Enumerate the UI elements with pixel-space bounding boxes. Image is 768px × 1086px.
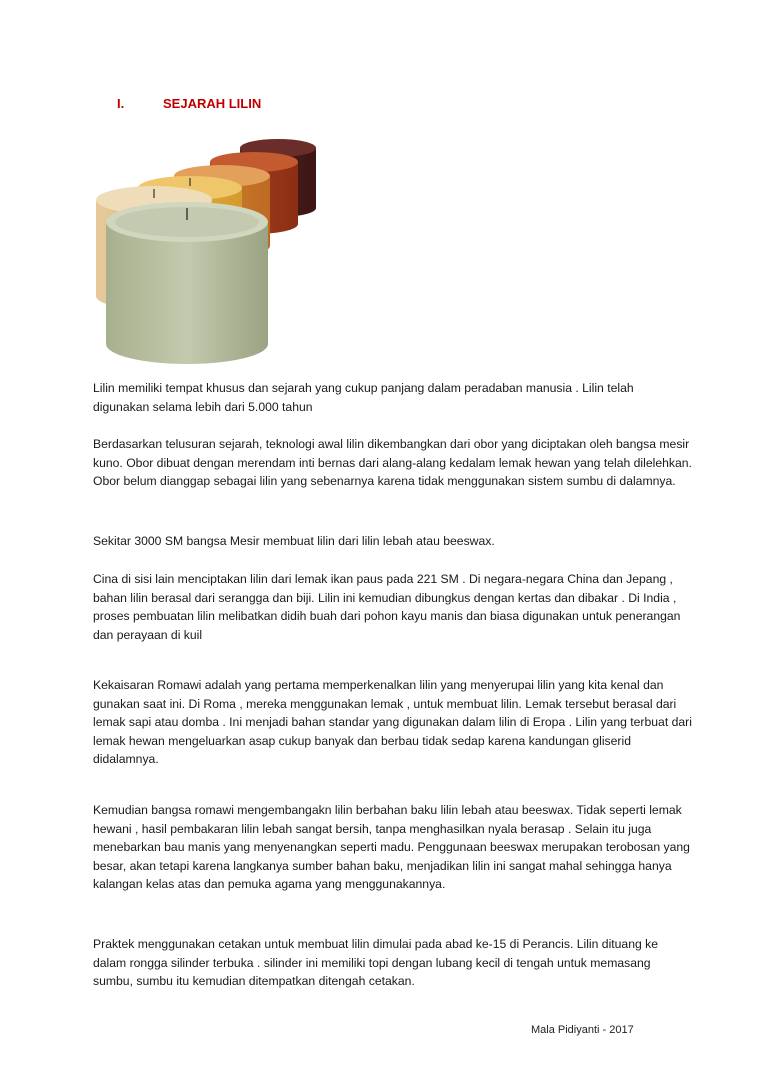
paragraph-5: Kekaisaran Romawi adalah yang pertama memperkenalkan lilin yang menyerupai lilin yang kita kenal dan gunakan saat ini. Di Roma , mereka menggunakan lemak , untuk membuat lilin. Lemak tersebut berasal dari lemak sapi atau domba . Ini menjadi bahan standar yang digunakan dalam lilin di Eropa . Lilin yang terbuat dari lemak hewan mengeluarkan asap cukup banyak dan berbau tidak sedap karena kandungan gliserid didalamnya.	[93, 678, 692, 767]
section-number: I.	[117, 96, 125, 111]
paragraph-6: Kemudian bangsa romawi mengembangakn lilin berbahan baku lilin lebah atau beeswax. Tidak seperti lemak hewani , hasil pembakaran lilin lebah sangat bersih, tanpa menghasilkan nyala berasap . Selain itu juga menebarkan bau manis yang menyenangkan seperti madu. Penggunaan beeswax merupakan terobosan yang besar, akan tetapi karena langkanya sumber bahan baku, menjadikan lilin ini sangat mahal sehingga hanya kalangan kelas atas dan pemuka agama yang menggunakannya.	[93, 803, 690, 892]
paragraph-4: Cina di sisi lain menciptakan lilin dari lemak ikan paus pada 221 SM . Di negara-negara China dan Jepang , bahan lilin berasal dari serangga dan biji. Lilin ini kemudian dibungkus dengan kertas dan dibakar . Di India , proses pembuatan lilin melibatkan didih buah dari pohon kayu manis dan biasa digunakan untuk penerangan dan perayaan di kuil	[93, 572, 681, 642]
section-heading	[117, 96, 261, 111]
paragraph-3: Sekitar 3000 SM bangsa Mesir membuat lilin dari lilin lebah atau beeswax.	[93, 534, 495, 548]
paragraph-2: Berdasarkan telusuran sejarah, teknologi awal lilin dikembangkan dari obor yang diciptakan oleh bangsa mesir kuno. Obor dibuat dengan merendam inti bernas dari alang-alang kedalam lemak hewan yang telah dilelehkan. Obor belum dianggap sebagai lilin yang sebenarnya karena tidak menggunakan sistem sumbu di dalamnya.	[93, 437, 692, 489]
candles-image	[92, 134, 336, 366]
section-title: SEJARAH LILIN	[163, 96, 262, 111]
footer-author: Mala Pidiyanti - 2017	[531, 1024, 634, 1036]
paragraph-1: Lilin memiliki tempat khusus dan sejarah yang cukup panjang dalam peradaban manusia . Lilin telah digunakan selama lebih dari 5.000 tahun	[93, 381, 634, 414]
paragraph-7: Praktek menggunakan cetakan untuk membuat lilin dimulai pada abad ke-15 di Perancis. Lilin dituang ke dalam rongga silinder terbuka . silinder ini memiliki topi dengan lubang kecil di tengah untuk memasang sumbu, sumbu itu kemudian ditempatkan ditengah cetakan.	[93, 937, 659, 989]
